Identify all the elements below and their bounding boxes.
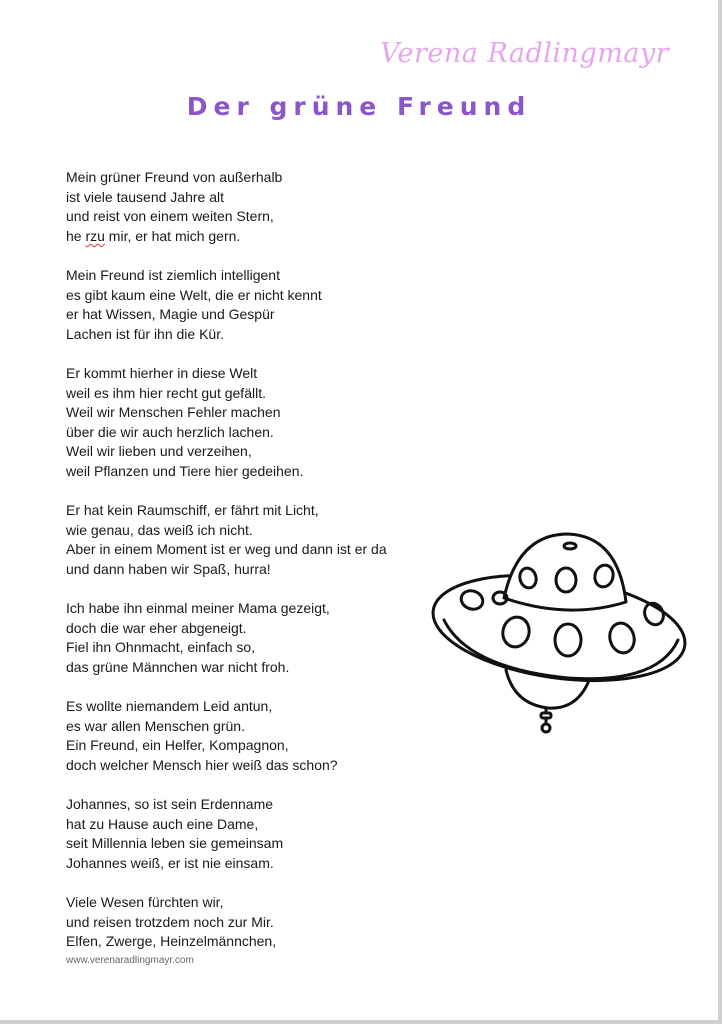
author-signature: Verena Radlingmayr — [380, 38, 670, 69]
ufo-icon — [428, 528, 690, 740]
poem-line: Mein grüner Freund von außerhalb — [66, 169, 283, 185]
poem-line: weil es ihm hier recht gut gefällt. — [66, 384, 266, 401]
stanza-3 — [66, 364, 446, 482]
poem-line: Fiel ihn Ohnmacht, einfach so, — [66, 639, 256, 656]
poem-line: und reist von einem weiten Stern, — [66, 208, 274, 225]
poem-body — [66, 168, 446, 971]
poem-line: es war allen Menschen grün. — [66, 717, 245, 734]
poem-line: he rzu mir, er hat mich gern. — [66, 227, 241, 244]
stanza-8 — [66, 893, 446, 952]
poem-line: weil Pflanzen und Tiere hier gedeihen. — [66, 462, 304, 479]
stanza-5 — [66, 599, 446, 677]
poem-line: Ich habe ihn einmal meiner Mama gezeigt, — [66, 600, 330, 617]
poem-line: Johannes, so ist sein Erdenname — [66, 796, 274, 812]
poem-line: Lachen ist für ihn die Kür. — [66, 325, 224, 342]
spellcheck-underline[interactable]: rzu — [85, 227, 105, 244]
poem-line: es gibt kaum eine Welt, die er nicht kennt — [66, 286, 322, 303]
poem-line: ist viele tausend Jahre alt — [66, 188, 224, 205]
poem-line: Weil wir lieben und verzeihen, — [66, 443, 252, 460]
poem-line: und reisen trotzdem noch zur Mir. — [66, 913, 274, 930]
poem-line: das grüne Männchen war nicht froh. — [66, 658, 290, 675]
poem-line: wie genau, das weiß ich nicht. — [66, 521, 253, 538]
poem-line: er hat Wissen, Magie und Gespür — [66, 306, 275, 323]
footer-url[interactable]: www.verenaradlingmayr.com — [66, 955, 194, 966]
poem-line: doch welcher Mensch hier weiß das schon? — [66, 756, 338, 773]
poem-line: und dann haben wir Spaß, hurra! — [66, 560, 271, 577]
poem-line: seit Millennia leben sie gemeinsam — [66, 835, 284, 852]
poem-line: Ein Freund, ein Helfer, Kompagnon, — [66, 737, 289, 754]
poem-line: über die wir auch herzlich lachen. — [66, 423, 274, 440]
poem-line: Er kommt hierher in diese Welt — [66, 364, 258, 381]
page-title: Der grüne Freund — [186, 92, 532, 121]
stanza-4 — [66, 501, 446, 579]
poem-line: Es wollte niemandem Leid antun, — [66, 698, 273, 715]
poem-line: Weil wir Menschen Fehler machen — [66, 404, 281, 421]
stanza-7 — [66, 795, 446, 873]
poem-line: Elfen, Zwerge, Heinzelmännchen, — [66, 933, 277, 950]
stanza-6 — [66, 697, 446, 775]
stanza-2 — [66, 266, 446, 344]
poem-line: Johannes weiß, er ist nie einsam. — [66, 854, 274, 871]
poem-line: hat zu Hause auch eine Dame, — [66, 815, 259, 832]
poem-line: Viele Wesen fürchten wir, — [66, 893, 224, 910]
poem-line: Er hat kein Raumschiff, er fährt mit Licht, — [66, 502, 319, 519]
poem-line: Aber in einem Moment ist er weg und dann ist er da — [66, 541, 387, 558]
poem-line: Mein Freund ist ziemlich intelligent — [66, 266, 280, 283]
stanza-1 — [66, 168, 446, 246]
poem-line: doch die war eher abgeneigt. — [66, 619, 247, 636]
